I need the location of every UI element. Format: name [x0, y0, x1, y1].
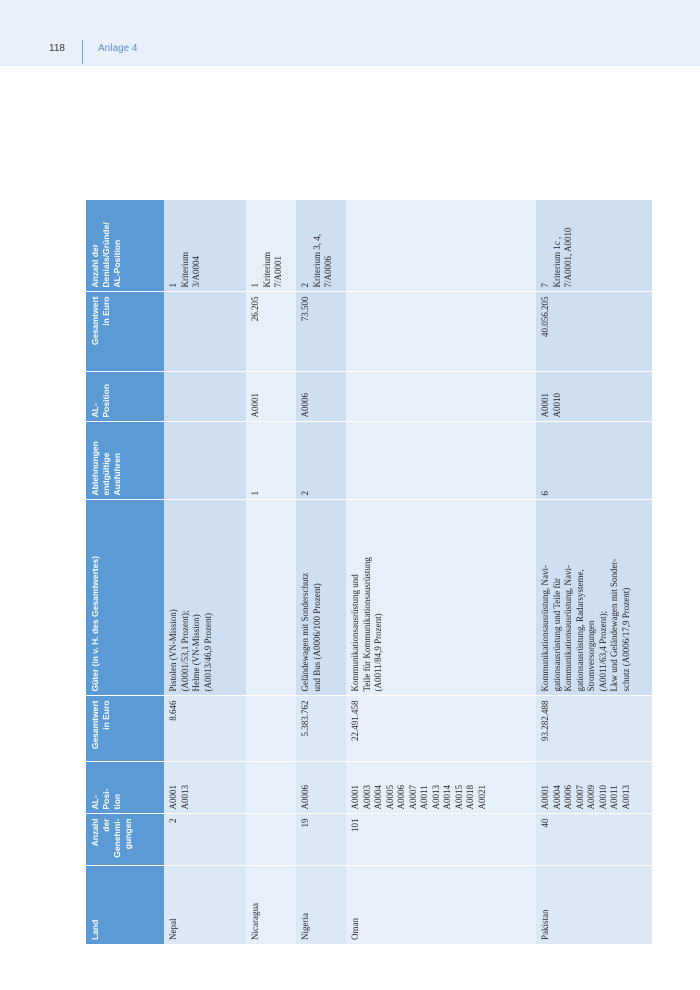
- header-col-gesamtwert: [86, 696, 164, 762]
- cell-al-positionen-line: A0007: [407, 785, 418, 810]
- cell-gueter-line: Geländewagen mit Sonderschutz: [300, 573, 310, 692]
- cell-denials-line: 7: [540, 283, 550, 288]
- header-text: Gesamtwert: [90, 296, 100, 346]
- cell-abl-al-position-line: A0001: [250, 393, 260, 418]
- cell-gueter-line: Kommunikationsausrüstung, Navi-: [540, 565, 550, 692]
- cell-denials-line: Kriterium: [261, 252, 272, 288]
- table-row: [346, 200, 536, 944]
- cell-al-positionen-line: A0006: [396, 785, 406, 810]
- cell-denials-line: 7/A0006: [323, 256, 333, 288]
- cell-gueter-line: Helme (VN-Mission): [191, 614, 201, 692]
- section-label: Anlage 4: [98, 43, 138, 54]
- cell-abl-gesamtwert: 73.500: [296, 292, 346, 372]
- table-header-row: [86, 200, 164, 944]
- cell-al-positionen: [536, 762, 652, 814]
- cell-al-positionen-line: A0013: [179, 785, 190, 810]
- cell-ablehnungen: 1: [246, 422, 296, 500]
- cell-gueter-line: schutz (A0006/17,9 Prozent): [620, 587, 631, 692]
- cell-gueter-line: (A0011/84,9 Prozent): [373, 613, 383, 692]
- header-text: AL-: [90, 403, 100, 418]
- export-table-rotated: [86, 200, 631, 944]
- header-text: Genehmi-: [112, 818, 122, 858]
- header-text: Denials/Gründe/: [101, 222, 111, 288]
- cell-denials-line: 1: [168, 283, 178, 288]
- header-col-ablehnungen: [86, 422, 164, 500]
- cell-gueter: [296, 500, 346, 696]
- header-divider: [82, 40, 83, 64]
- cell-anzahl: 40: [536, 814, 652, 866]
- cell-gueter: [346, 500, 536, 696]
- cell-gesamtwert: 93.282.488: [536, 696, 652, 762]
- cell-al-positionen: [164, 762, 246, 814]
- cell-al-positionen-line: A0007: [574, 785, 585, 810]
- cell-gesamtwert: [246, 696, 296, 762]
- cell-anzahl: 19: [296, 814, 346, 866]
- cell-anzahl: 2: [164, 814, 246, 866]
- cell-denials-line: 7/A0001: [273, 256, 283, 288]
- header-text: AL-Position: [112, 239, 122, 288]
- header-col-gueter: [86, 500, 164, 696]
- cell-land: Oman: [346, 866, 536, 944]
- header-text: Ablehnungen: [90, 441, 100, 496]
- cell-gesamtwert: 5.383.762: [296, 696, 346, 762]
- cell-al-positionen-line: A0005: [384, 785, 395, 810]
- cell-abl-al-position: [246, 372, 296, 422]
- cell-gueter-line: (A0001/53,1 Prozent);: [179, 610, 190, 692]
- cell-gueter-line: Kommunikationsausrüstung, Navi-: [563, 565, 573, 692]
- cell-al-positionen-line: A0021: [476, 785, 487, 810]
- cell-ablehnungen: 2: [296, 422, 346, 500]
- cell-al-positionen: [296, 762, 346, 814]
- cell-gueter: [164, 500, 246, 696]
- cell-ablehnungen: [164, 422, 246, 500]
- cell-al-positionen: [346, 762, 536, 814]
- cell-al-positionen-line: A0004: [551, 785, 562, 810]
- table-row: [536, 200, 652, 944]
- cell-al-positionen-line: A0001: [540, 785, 550, 810]
- header-text: endgültige: [101, 452, 111, 496]
- cell-gueter-line: Pistolen (VN-Mission): [168, 609, 178, 692]
- cell-al-positionen-line: A0006: [300, 785, 310, 810]
- cell-abl-gesamtwert: [346, 292, 536, 372]
- header-text: Anzahl: [90, 818, 100, 847]
- cell-land: Nepal: [164, 866, 246, 944]
- cell-gueter-line: Kommunikationsausrüstung und: [350, 574, 360, 692]
- cell-abl-gesamtwert: [164, 292, 246, 372]
- cell-gueter-line: gationsausrüstung und Teile für: [551, 578, 562, 692]
- cell-anzahl: [246, 814, 296, 866]
- header-text: gungen: [123, 818, 133, 850]
- cell-abl-al-position-line: A0006: [300, 393, 310, 418]
- header-col-denials: [86, 200, 164, 292]
- cell-al-positionen-line: A0004: [373, 785, 383, 810]
- cell-al-positionen-line: A0015: [453, 785, 464, 810]
- cell-gueter-line: Stromversorgungen: [586, 620, 596, 692]
- cell-al-positionen-line: A0006: [563, 785, 573, 810]
- cell-denials: [296, 200, 346, 292]
- cell-abl-al-position: [346, 372, 536, 422]
- cell-denials: [346, 200, 536, 292]
- export-table: [86, 200, 652, 945]
- cell-ablehnungen: 6: [536, 422, 652, 500]
- table-body: [164, 200, 652, 944]
- cell-land: Nicaragua: [246, 866, 296, 944]
- cell-gueter: [536, 500, 652, 696]
- cell-abl-al-position-line: A0010: [551, 393, 562, 418]
- cell-gesamtwert: 8.646: [164, 696, 246, 762]
- cell-anzahl: 101: [346, 814, 536, 866]
- header-text: Posi-: [101, 788, 111, 810]
- header-text: Anzahl der: [90, 244, 100, 288]
- header-col-land: [86, 866, 164, 944]
- header-text: tion: [112, 793, 122, 810]
- header-text: Land: [90, 919, 100, 940]
- cell-gueter-line: Teile für Kommunikationsausrüstung: [361, 557, 372, 692]
- header-text: Gesamtwert: [90, 700, 100, 750]
- header-text: in Euro: [101, 296, 111, 326]
- cell-denials-line: Kriterium 1c ,: [551, 236, 562, 288]
- header-text: der: [101, 818, 111, 832]
- cell-denials: [246, 200, 296, 292]
- header-text: Position: [101, 383, 111, 418]
- cell-gueter-line: und Bus (A0006/100 Prozent): [311, 583, 322, 692]
- page-number: 118: [49, 43, 65, 54]
- cell-abl-al-position: [296, 372, 346, 422]
- header-text: Ausfuhren: [112, 453, 122, 496]
- cell-al-positionen-line: A0010: [597, 785, 608, 810]
- cell-abl-al-position: [164, 372, 246, 422]
- cell-abl-al-position-line: A0001: [540, 393, 550, 418]
- cell-al-positionen-line: A0014: [442, 785, 452, 810]
- cell-gueter-line: (A0011/63,4 Prozent);: [597, 610, 608, 692]
- table-row: [246, 200, 296, 944]
- cell-al-positionen-line: A0001: [168, 785, 178, 810]
- cell-denials-line: Kriterium 3, 4,: [311, 234, 322, 288]
- cell-gueter: [246, 500, 296, 696]
- table-row: [164, 200, 246, 944]
- cell-denials-line: 1: [250, 283, 260, 288]
- cell-abl-al-position: [536, 372, 652, 422]
- cell-denials-line: 2: [300, 283, 310, 288]
- cell-abl-gesamtwert: 40.056.205: [536, 292, 652, 372]
- cell-al-positionen-line: A0018: [465, 785, 475, 810]
- page-header-band: [0, 0, 700, 66]
- cell-al-positionen-line: A0011: [419, 785, 429, 810]
- header-text: in Euro: [101, 700, 111, 730]
- header-text: AL-: [90, 795, 100, 810]
- cell-gueter-line: Lkw und Geländewagen mit Sonder-: [609, 558, 619, 692]
- cell-abl-gesamtwert: 26.205: [246, 292, 296, 372]
- cell-al-positionen-line: A0003: [361, 785, 372, 810]
- header-text: Güter (in v. H. des Gesamtwertes): [90, 556, 100, 692]
- header-col-anzahl: [86, 814, 164, 866]
- header-col-al-position: [86, 762, 164, 814]
- cell-al-positionen-line: A0013: [430, 785, 441, 810]
- cell-al-positionen: [246, 762, 296, 814]
- cell-ablehnungen: [346, 422, 536, 500]
- cell-gueter-line: (A0013/46,9 Prozent): [202, 613, 213, 692]
- header-col-abl-gesamtwert: [86, 292, 164, 372]
- cell-denials-line: 7/A0001, A0010: [563, 227, 573, 288]
- cell-denials: [164, 200, 246, 292]
- header-col-abl-al-position: [86, 372, 164, 422]
- cell-land: Nigeria: [296, 866, 346, 944]
- cell-denials-line: Kriterium: [179, 252, 190, 288]
- table-row: [296, 200, 346, 944]
- cell-denials-line: 3/A0004: [191, 256, 201, 288]
- cell-land: Pakistan: [536, 866, 652, 944]
- cell-al-positionen-line: A0013: [620, 785, 631, 810]
- cell-gesamtwert: 22.491.458: [346, 696, 536, 762]
- cell-denials: [536, 200, 652, 292]
- cell-al-positionen-line: A0001: [350, 785, 360, 810]
- cell-gueter-line: gationsausrüstung, Radarsysteme,: [574, 569, 585, 692]
- cell-al-positionen-line: A0009: [586, 785, 596, 810]
- cell-al-positionen-line: A0011: [609, 785, 619, 810]
